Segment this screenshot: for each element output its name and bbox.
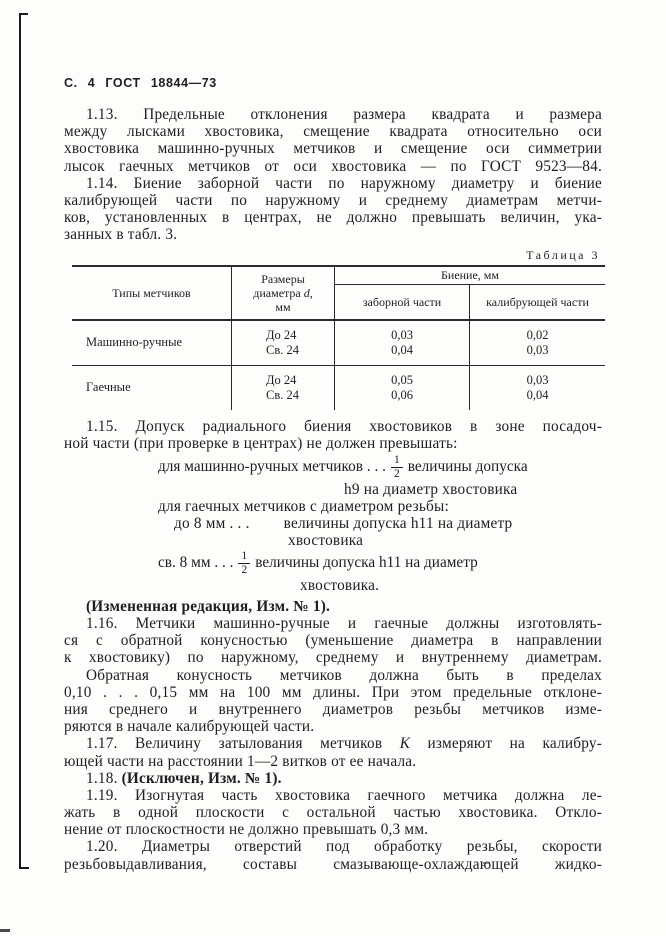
table-row <box>72 366 605 410</box>
column-header-types: Типы метчиков <box>72 267 232 319</box>
one-half-fraction: $\frac{1}{2}$ <box>238 551 250 576</box>
table-header <box>72 267 605 321</box>
column-header-diameter-line3: мм <box>275 299 291 314</box>
text-line: занных в табл. 3. <box>64 226 178 244</box>
text-line: ся с обратной конусностью (уменьшение диаметра в направлении <box>64 632 602 650</box>
text-line: между лысками хвостовика, смещение квадрата относительно оси <box>64 123 602 141</box>
crop-bracket-top-tick <box>19 13 28 15</box>
paragraph-1-17 <box>64 735 602 769</box>
text-line: хвостовика машинно-ручных метчиков и смещение оси симметрии <box>64 140 602 158</box>
cell-lead-runout: 0,05 0,06 <box>335 366 470 410</box>
amendment-text: (Измененная редакция, Изм. № 1). <box>86 597 331 615</box>
one-half-fraction: $\frac{1}{2}$ <box>391 455 403 480</box>
paragraph-1-16-cont <box>64 667 602 736</box>
text-line: 1.16. Метчики машинно-ручные и гаечные должны изготовлять- <box>86 615 602 632</box>
text-line: 1.15. Допуск радиального биения хвостовиков в зоне посадоч- <box>86 417 602 435</box>
spec-line-nut-taps: для гаечных метчиков с диаметром резьбы: <box>158 498 449 516</box>
paragraph-1-18 <box>64 770 602 787</box>
paragraph-1-16 <box>64 615 602 667</box>
text-line: ния среднего и внутреннего диаметров резьбы метчиков изме- <box>64 700 602 718</box>
column-header-diameter-line1: Размеры <box>261 271 305 286</box>
text-line: лысок гаечных метчиков от оси хвостовика — по ГОСТ 9523—84. <box>64 157 602 175</box>
text-line: 1.20. Диаметры отверстий под обработку резьбы, скорости <box>86 838 602 856</box>
spec-line-over-8mm: св. 8 мм . . . $\frac{1}{2}$ величины допуска h11 на диаметр <box>158 549 478 576</box>
paragraph-1-14 <box>64 175 602 244</box>
text-line: калибрующей части по наружному и среднему диаметрам метчи- <box>64 191 602 209</box>
paragraph-1-20 <box>64 838 602 872</box>
cell-tap-type: Гаечные <box>72 366 232 410</box>
text-line: 1.14. Биение заборной части по наружному диаметру и биение <box>86 174 602 192</box>
spec-line-upto-8mm: до 8 мм . . . величины допуска h11 на диаметр <box>174 515 513 533</box>
cell-lead-runout: 0,03 0,04 <box>335 321 470 365</box>
excluded-note: (Исключен, Изм. № 1). <box>121 769 282 787</box>
table-caption: Таблица 3 <box>526 247 600 262</box>
paragraph-1-19 <box>64 787 602 839</box>
crop-bracket-line <box>19 13 21 869</box>
spec-line-shank-word: хвостовика <box>288 532 364 550</box>
column-header-runout-group <box>335 267 605 319</box>
scan-corner-mark <box>0 929 10 932</box>
text-line: 1.19. Изогнутая часть хвостовика гаечного метчика должна ле- <box>86 786 602 804</box>
page-content <box>64 76 602 873</box>
column-header-diameter <box>232 267 335 319</box>
allowance-spec-block <box>64 454 602 594</box>
column-header-diameter-line2: диаметра d, <box>253 285 313 300</box>
column-header-calibrating-part: калибрующей части <box>486 294 589 309</box>
paragraph-1-13 <box>64 106 602 175</box>
spec-line-h9: h9 на диаметр хвостовика <box>344 480 518 498</box>
variable-K: К <box>399 735 411 753</box>
text-line: 1.18. (Исключен, Изм. № 1). <box>86 769 282 787</box>
paragraph-1-15 <box>64 418 602 452</box>
cell-calibrating-runout: 0,02 0,03 <box>526 327 549 357</box>
text-line: нение от плоскостности не должно превышать 0,3 мм. <box>64 821 429 839</box>
text-line: 1.13. Предельные отклонения размера квадрата и размера <box>86 106 602 123</box>
text-line: 0,10 . . . 0,15 мм на 100 мм длины. При этом предельные отклоне- <box>64 683 602 701</box>
text-line: жать в одной плоскости с остальной частью хвостовика. Откло- <box>64 804 602 822</box>
cell-tap-type: Машинно-ручные <box>72 321 232 365</box>
column-header-runout: Биение, мм <box>335 267 605 285</box>
text-line: ющей части на расстоянии 1—2 витков от ее начала. <box>64 752 417 770</box>
cell-diameter-range: До 24 Св. 24 <box>232 366 335 410</box>
cell-diameter-range: До 24 Св. 24 <box>232 321 335 365</box>
text-line: резьбовыдавливания, составы смазывающе-охлаждающей жидко- <box>64 855 602 873</box>
table-row <box>72 321 605 366</box>
text-line: к хвостовику) по наружному, среднему и внутреннему диаметрам. <box>64 649 602 667</box>
text-line: ков, установленных в центрах, не должно превышать величин, ука- <box>64 209 602 227</box>
runout-subheaders <box>335 285 605 319</box>
spec-line-machine-hand: для машинно-ручных метчиков . . . $\frac{1}{2}$ величины допуска <box>158 453 528 480</box>
page-header: С. 4 ГОСТ 18844—73 <box>64 76 217 90</box>
text-line: ряются в начале калибрующей части. <box>64 718 315 736</box>
text-line: ной части (при проверке в центрах) не должен превышать: <box>64 434 458 452</box>
spec-line-shank-word: хвостовика. <box>300 576 380 594</box>
column-header-lead-part: заборной части <box>335 285 470 319</box>
table-3 <box>72 265 605 410</box>
text-line: 1.17. Величину затылования метчиков К измеряют на калибру- <box>86 735 602 753</box>
amendment-note <box>64 598 602 615</box>
cell-calibrating-runout: 0,03 0,04 <box>526 372 549 402</box>
text-line: Обратная конусность метчиков должна быть в пределах <box>86 666 602 684</box>
crop-bracket-foot <box>19 867 29 869</box>
